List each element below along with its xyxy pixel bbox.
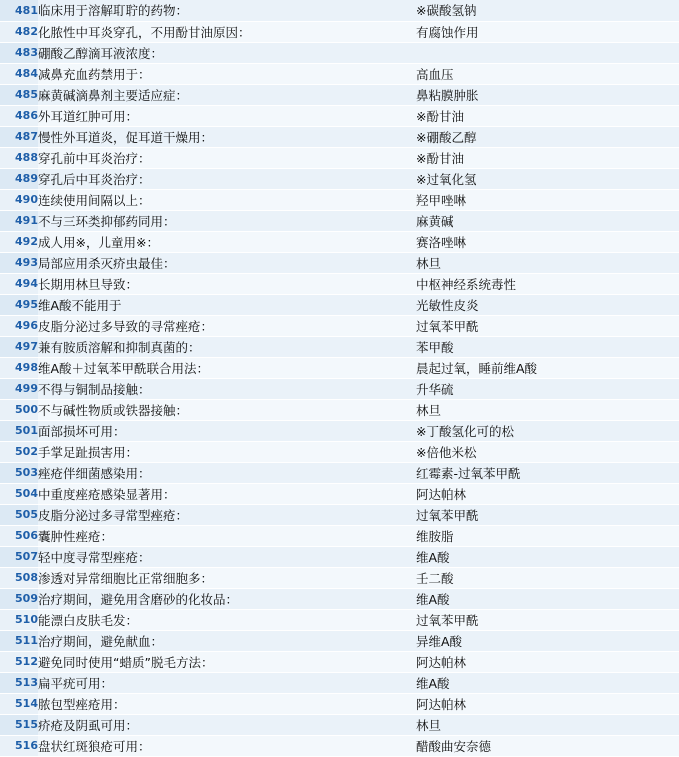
table-row <box>0 567 679 588</box>
row-number: 503 <box>0 462 38 483</box>
row-question: 能漂白皮肤毛发： <box>38 609 416 630</box>
row-question: 盘状红斑狼疮可用： <box>38 735 416 756</box>
row-number: 512 <box>0 651 38 672</box>
row-question: 皮脂分泌过多寻常型痤疮： <box>38 504 416 525</box>
row-answer: 升华硫 <box>416 378 679 399</box>
row-number: 514 <box>0 693 38 714</box>
row-answer: 晨起过氧，睡前维A酸 <box>416 357 679 378</box>
row-number: 506 <box>0 525 38 546</box>
row-question: 维A酸不能用于 <box>38 294 416 315</box>
table-row <box>0 504 679 525</box>
row-question: 不与碱性物质或铁器接触： <box>38 399 416 420</box>
row-answer: ※酚甘油 <box>416 105 679 126</box>
table-row <box>0 420 679 441</box>
table-row <box>0 357 679 378</box>
row-answer: 林旦 <box>416 399 679 420</box>
row-number: 507 <box>0 546 38 567</box>
table-row <box>0 84 679 105</box>
row-number: 488 <box>0 147 38 168</box>
table-row <box>0 21 679 42</box>
table-row <box>0 399 679 420</box>
row-answer: 醋酸曲安奈德 <box>416 735 679 756</box>
row-question: 面部损坏可用： <box>38 420 416 441</box>
row-answer: 红霉素-过氧苯甲酰 <box>416 462 679 483</box>
table-row <box>0 441 679 462</box>
row-answer: 有腐蚀作用 <box>416 21 679 42</box>
table-row <box>0 609 679 630</box>
row-answer: ※倍他米松 <box>416 441 679 462</box>
table-row <box>0 672 679 693</box>
row-answer: 壬二酸 <box>416 567 679 588</box>
row-number: 500 <box>0 399 38 420</box>
row-number: 484 <box>0 63 38 84</box>
row-number: 508 <box>0 567 38 588</box>
row-answer: 阿达帕林 <box>416 693 679 714</box>
table-row <box>0 693 679 714</box>
table-row <box>0 483 679 504</box>
row-number: 493 <box>0 252 38 273</box>
table-row <box>0 231 679 252</box>
table-row <box>0 588 679 609</box>
row-number: 513 <box>0 672 38 693</box>
row-question: 手掌足趾损害用： <box>38 441 416 462</box>
row-answer: 麻黄碱 <box>416 210 679 231</box>
row-number: 492 <box>0 231 38 252</box>
row-number: 516 <box>0 735 38 756</box>
row-answer: 异维A酸 <box>416 630 679 651</box>
row-question: 中重度痤疮感染显著用： <box>38 483 416 504</box>
row-number: 499 <box>0 378 38 399</box>
row-answer: 林旦 <box>416 252 679 273</box>
table-row <box>0 189 679 210</box>
table-row <box>0 336 679 357</box>
table-row <box>0 546 679 567</box>
table-row <box>0 462 679 483</box>
row-question: 渗透对异常细胞比正常细胞多： <box>38 567 416 588</box>
table-row <box>0 63 679 84</box>
row-question: 扁平疣可用： <box>38 672 416 693</box>
row-answer: 光敏性皮炎 <box>416 294 679 315</box>
row-answer: 阿达帕林 <box>416 651 679 672</box>
table-row <box>0 147 679 168</box>
table-row <box>0 0 679 21</box>
row-answer: 中枢神经系统毒性 <box>416 273 679 294</box>
row-number: 491 <box>0 210 38 231</box>
row-answer: 维A酸 <box>416 672 679 693</box>
row-answer: 鼻粘膜肿胀 <box>416 84 679 105</box>
row-question: 兼有胺质溶解和抑制真菌的： <box>38 336 416 357</box>
row-question: 减鼻充血药禁用于： <box>38 63 416 84</box>
row-number: 482 <box>0 21 38 42</box>
row-question: 临床用于溶解耵聍的药物： <box>38 0 416 21</box>
row-number: 501 <box>0 420 38 441</box>
row-question: 外耳道红肿可用： <box>38 105 416 126</box>
row-answer: 林旦 <box>416 714 679 735</box>
row-answer: 过氧苯甲酰 <box>416 315 679 336</box>
table-row <box>0 168 679 189</box>
row-number: 483 <box>0 42 38 63</box>
row-number: 504 <box>0 483 38 504</box>
row-answer: ※过氧化氢 <box>416 168 679 189</box>
table-row <box>0 42 679 63</box>
row-question: 维A酸＋过氧苯甲酰联合用法： <box>38 357 416 378</box>
table-row <box>0 315 679 336</box>
row-question: 皮脂分泌过多导致的寻常痤疮： <box>38 315 416 336</box>
row-answer: 维胺脂 <box>416 525 679 546</box>
row-number: 511 <box>0 630 38 651</box>
row-number: 495 <box>0 294 38 315</box>
row-question: 治疗期间，避免献血： <box>38 630 416 651</box>
table-row <box>0 294 679 315</box>
row-question: 不得与铜制品接触： <box>38 378 416 399</box>
row-answer: 赛洛唑啉 <box>416 231 679 252</box>
row-question: 治疗期间，避免用含磨砂的化妆品： <box>38 588 416 609</box>
row-answer: 过氧苯甲酰 <box>416 504 679 525</box>
row-question: 成人用※，儿童用※： <box>38 231 416 252</box>
row-answer: 苯甲酸 <box>416 336 679 357</box>
row-question: 囊肿性痤疮： <box>38 525 416 546</box>
row-answer: 维A酸 <box>416 546 679 567</box>
row-question: 轻中度寻常型痤疮： <box>38 546 416 567</box>
table-row <box>0 714 679 735</box>
row-number: 498 <box>0 357 38 378</box>
row-answer: 羟甲唑啉 <box>416 189 679 210</box>
row-answer: ※硼酸乙醇 <box>416 126 679 147</box>
row-answer: ※酚甘油 <box>416 147 679 168</box>
row-number: 497 <box>0 336 38 357</box>
row-question: 不与三环类抑郁药同用： <box>38 210 416 231</box>
row-question: 脓包型痤疮用： <box>38 693 416 714</box>
row-number: 510 <box>0 609 38 630</box>
row-number: 515 <box>0 714 38 735</box>
row-answer: 阿达帕林 <box>416 483 679 504</box>
row-answer: ※碳酸氢钠 <box>416 0 679 21</box>
row-question: 疥疮及阴虱可用： <box>38 714 416 735</box>
row-number: 490 <box>0 189 38 210</box>
row-number: 481 <box>0 0 38 21</box>
row-number: 494 <box>0 273 38 294</box>
row-question: 局部应用杀灭疥虫最佳： <box>38 252 416 273</box>
row-number: 502 <box>0 441 38 462</box>
row-question: 硼酸乙醇滴耳液浓度： <box>38 42 416 63</box>
table-row <box>0 735 679 756</box>
table-row <box>0 210 679 231</box>
row-question: 穿孔后中耳炎治疗： <box>38 168 416 189</box>
row-number: 485 <box>0 84 38 105</box>
row-question: 慢性外耳道炎，促耳道干燥用： <box>38 126 416 147</box>
row-number: 487 <box>0 126 38 147</box>
table-row <box>0 273 679 294</box>
table-row <box>0 378 679 399</box>
row-answer: 维A酸 <box>416 588 679 609</box>
row-number: 486 <box>0 105 38 126</box>
row-number: 496 <box>0 315 38 336</box>
row-question: 长期用林旦导致： <box>38 273 416 294</box>
row-question: 连续使用间隔以上： <box>38 189 416 210</box>
table-row <box>0 525 679 546</box>
row-number: 489 <box>0 168 38 189</box>
row-number: 509 <box>0 588 38 609</box>
row-question: 麻黄碱滴鼻剂主要适应症： <box>38 84 416 105</box>
row-answer <box>416 42 679 63</box>
row-answer: 过氧苯甲酰 <box>416 609 679 630</box>
table-row <box>0 126 679 147</box>
table-row <box>0 105 679 126</box>
table-row <box>0 630 679 651</box>
table-row <box>0 651 679 672</box>
row-question: 穿孔前中耳炎治疗： <box>38 147 416 168</box>
row-question: 化脓性中耳炎穿孔，不用酚甘油原因： <box>38 21 416 42</box>
row-question: 避免同时使用“蜡质”脱毛方法： <box>38 651 416 672</box>
row-answer: ※丁酸氢化可的松 <box>416 420 679 441</box>
row-number: 505 <box>0 504 38 525</box>
table-row <box>0 252 679 273</box>
row-answer: 高血压 <box>416 63 679 84</box>
row-question: 痤疮伴细菌感染用： <box>38 462 416 483</box>
